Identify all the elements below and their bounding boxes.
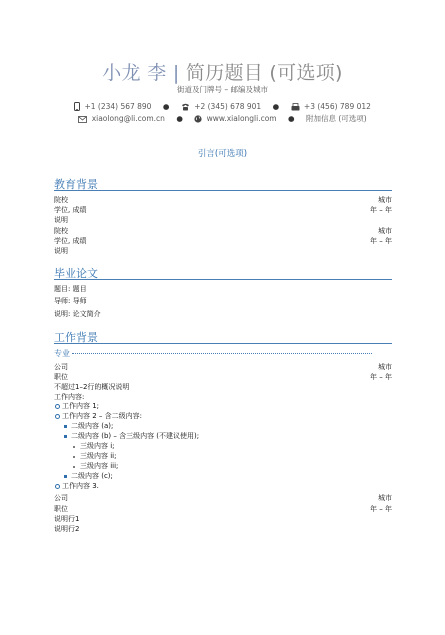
position: 职位 [54,505,68,513]
bullet-separator: ● [176,114,183,123]
school-city: 城市 [378,227,392,235]
phone-icon [181,103,190,111]
contact-line-phones [0,102,445,111]
edu-school-row [54,195,392,205]
extra-info: 附加信息 (可选项) [305,114,367,123]
phone-item [181,102,261,111]
edu-desc: 说明 [54,247,68,255]
thesis-advisor-row [54,296,392,306]
thesis-topic-row [54,284,392,294]
dotted-leader [72,353,372,354]
years: 年 – 年 [370,237,392,245]
thesis-desc-value: 论文简介 [72,310,101,318]
position: 职位 [54,373,68,381]
company-city: 城市 [378,363,392,371]
degree: 学位, 成绩 [54,237,87,245]
section-title-education: 教育背景 [54,178,98,191]
first-name: 小龙 [102,62,141,84]
edu-degree-row [54,236,392,246]
square-bullet-icon [64,475,67,478]
degree: 学位, 成绩 [54,206,87,214]
work-item-2: 工作内容 2 – 含二级内容: [62,412,142,420]
mobile-item [74,102,151,111]
name-separator: | [172,62,180,84]
work-field [54,348,392,359]
edu-school-row [54,226,392,236]
quote: 引言(可选项) [197,149,248,159]
work-company-row [54,362,392,372]
work-item-1: 工作内容 1; [62,402,100,410]
circle-bullet-icon [55,484,60,489]
square-bullet-icon [64,425,67,428]
thesis-topic-label: 题目: [54,285,71,293]
square-bullet-icon [64,435,67,438]
work-company-row [54,493,392,503]
thesis-desc-label: 说明: [54,310,71,318]
contact-line-online [0,113,445,124]
work-tert-ii: 三级内容 ii; [80,452,117,460]
dot-bullet-icon [73,446,75,448]
phone-number: +2 (345) 678 901 [194,102,262,111]
thesis-advisor-label: 导师: [54,297,71,305]
company-name: 公司 [54,494,68,502]
edu-desc: 说明 [54,216,68,224]
dot-bullet-icon [73,466,75,468]
work-field-label: 专业 [54,349,70,358]
globe-icon [194,115,202,123]
thesis-desc-row [54,309,392,319]
thesis-topic-value: 题目 [72,285,87,293]
work-sub-a: 二级内容 (a); [71,422,114,430]
bullet-separator: ● [162,102,170,111]
section-title-thesis: 毕业论文 [54,267,98,280]
thesis-advisor-value: 导师 [72,297,87,305]
section-rule [54,279,392,280]
company-name: 公司 [54,363,68,371]
school-city: 城市 [378,196,392,204]
bullet-separator: ● [288,114,295,123]
years: 年 – 年 [370,373,392,381]
fax-icon [291,103,300,111]
edu-degree-row [54,205,392,215]
work-position-row [54,372,392,382]
work-tert-iii: 三级内容 iii; [80,462,119,470]
years: 年 – 年 [370,206,392,214]
fax-number: +3 (456) 789 012 [303,102,371,111]
fax-item [291,102,371,111]
circle-bullet-icon [55,414,60,419]
resume-subtitle: 简历题目 (可选项) [185,62,343,84]
work-desc-line-1: 说明行1 [54,515,80,523]
school-name: 院校 [54,227,68,235]
address: 街道及门牌号 – 邮编及城市 [176,85,269,94]
work-position-row [54,504,392,514]
section-title-work: 工作背景 [54,331,98,344]
years: 年 – 年 [370,505,392,513]
work-tert-i: 三级内容 i; [80,442,115,450]
section-rule [54,343,392,344]
company-city: 城市 [378,494,392,502]
mobile-number: +1 (234) 567 890 [84,102,152,111]
dot-bullet-icon [73,456,75,458]
last-name: 李 [147,62,167,84]
mobile-icon [74,102,80,111]
work-desc-line-2: 说明行2 [54,525,80,533]
section-rule [54,190,392,191]
email-address: xiaolong@li.com.cn [91,114,165,123]
website-url: www.xialongli.com [206,114,277,123]
envelope-icon [78,116,87,123]
work-sub-b: 二级内容 (b) – 含三级内容 (不建议使用); [71,432,200,440]
work-item-3: 工作内容 3. [62,482,99,490]
email-item[interactable] [78,114,165,123]
bullet-separator: ● [272,102,280,111]
resume-name [0,58,445,85]
work-short-desc: 不超过1–2行的概况说明 [54,383,130,391]
work-sub-c: 二级内容 (c); [71,472,113,480]
work-content-label: 工作内容: [54,393,85,401]
circle-bullet-icon [55,404,60,409]
school-name: 院校 [54,196,68,204]
website-item[interactable] [194,114,276,123]
